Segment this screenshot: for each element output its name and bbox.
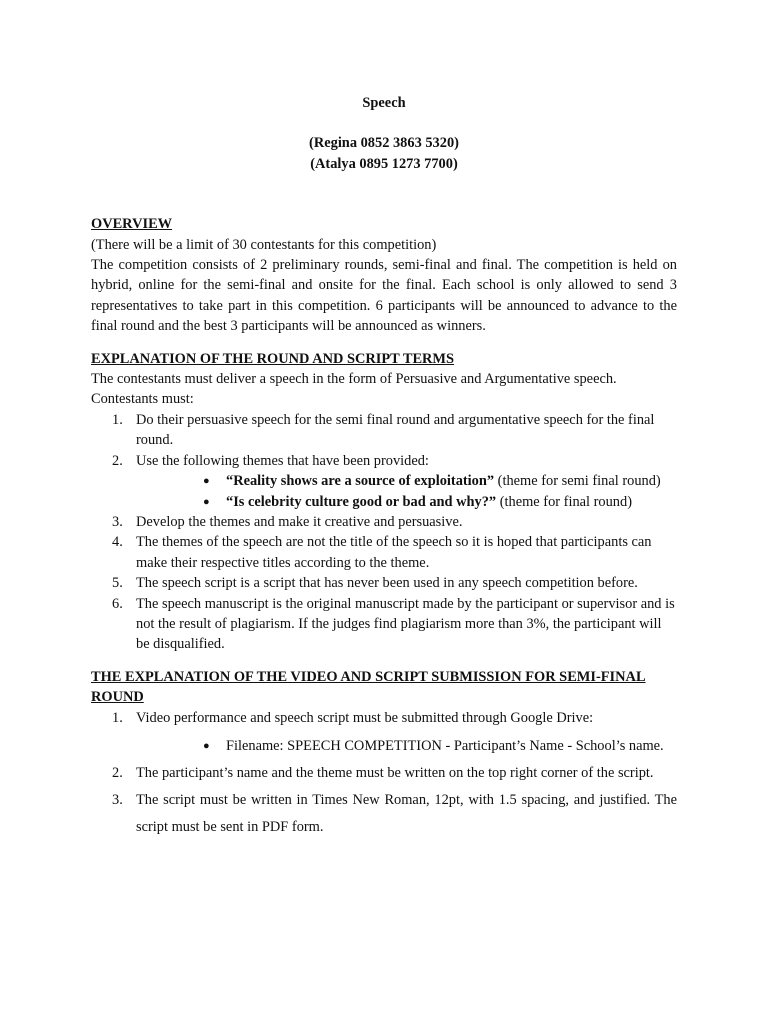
overview-heading: OVERVIEW [91, 216, 173, 233]
theme-note: (theme for final round) [496, 493, 632, 510]
list-item [91, 410, 677, 451]
list-number: 4. [112, 534, 123, 551]
list-number: 2. [112, 452, 123, 469]
round-terms-intro-2: Contestants must: [91, 391, 194, 408]
round-terms-section [91, 349, 677, 655]
list-item-text: Do their persuasive speech for the semi final round and argumentative speech for the final round. [136, 411, 655, 449]
list-number: 3. [112, 791, 123, 808]
submission-list [91, 708, 677, 841]
overview-body: The competition consists of 2 preliminary rounds, semi-final and final. The competition is held on hybrid, online for the semi-final and onsite for the final. Each school is only allowed to send 3 representatives to take part in this competition. 6 participants will be announced to advance to the final round and the best 3 participants will be announced as winners. [91, 257, 677, 335]
list-item-text: The themes of the speech are not the title of the speech so it is hoped that participants can make their respective titles according to the theme. [136, 534, 652, 571]
spacer [91, 655, 677, 667]
list-item [91, 787, 677, 841]
overview-section [91, 214, 677, 336]
list-item [91, 573, 677, 593]
document-page [91, 93, 677, 841]
list-number: 1. [112, 709, 123, 726]
list-item-text: The speech script is a script that has never been used in any speech competition before. [136, 575, 638, 592]
list-item [91, 532, 677, 573]
filename-item [136, 733, 677, 760]
theme-note: (theme for semi final round) [494, 473, 661, 490]
submission-heading: THE EXPLANATION OF THE VIDEO AND SCRIPT SUBMISSION FOR SEMI-FINAL ROUND [91, 668, 646, 706]
list-item-text: Use the following themes that have been provided: [136, 452, 429, 469]
spacer [91, 174, 677, 214]
theme-title: “Reality shows are a source of exploitation” [226, 473, 495, 490]
filename-text: Filename: SPEECH COMPETITION - Participant’s Name - School’s name. [226, 737, 664, 754]
list-item-text: Develop the themes and make it creative and persuasive. [136, 513, 463, 530]
list-number: 6. [112, 595, 123, 612]
bullet-icon: ● [203, 475, 210, 488]
list-item-text: The script must be written in Times New Roman, 12pt, with 1.5 spacing, and justified. The script must be sent in PDF form. [136, 791, 677, 835]
round-terms-heading: EXPLANATION OF THE ROUND AND SCRIPT TERMS [91, 350, 455, 367]
list-item [91, 760, 677, 787]
list-item-text: The participant’s name and the theme must be written on the top right corner of the script. [136, 764, 654, 781]
contact-regina: (Regina 0852 3863 5320) [309, 135, 459, 152]
theme-item [136, 471, 677, 491]
list-number: 1. [112, 411, 123, 428]
document-title: Speech [362, 95, 406, 111]
list-item [91, 708, 677, 760]
contact-atalya: (Atalya 0895 1273 7700) [310, 155, 458, 172]
spacer [91, 337, 677, 349]
list-number: 2. [112, 764, 123, 781]
list-item-text: Video performance and speech script must be submitted through Google Drive: [136, 709, 594, 726]
round-terms-intro: The contestants must deliver a speech in the form of Persuasive and Argumentative speech. [91, 371, 617, 388]
bullet-icon: ● [203, 495, 210, 508]
list-item [91, 594, 677, 655]
list-item [91, 451, 677, 512]
submission-section [91, 667, 677, 841]
overview-note: (There will be a limit of 30 contestants for this competition) [91, 236, 437, 253]
bullet-icon: ● [203, 739, 210, 752]
list-number: 3. [112, 513, 123, 530]
themes-list [136, 471, 677, 512]
theme-title: “Is celebrity culture good or bad and why?” [226, 493, 497, 510]
list-number: 5. [112, 575, 123, 592]
round-terms-list [91, 410, 677, 655]
list-item-text: The speech manuscript is the original manuscript made by the participant or supervisor and is not the result of plagiarism. If the judges find plagiarism more than 3%, the participant will be disqualified. [136, 595, 675, 653]
filename-list [136, 733, 677, 760]
theme-item [136, 492, 677, 512]
list-item [91, 512, 677, 532]
